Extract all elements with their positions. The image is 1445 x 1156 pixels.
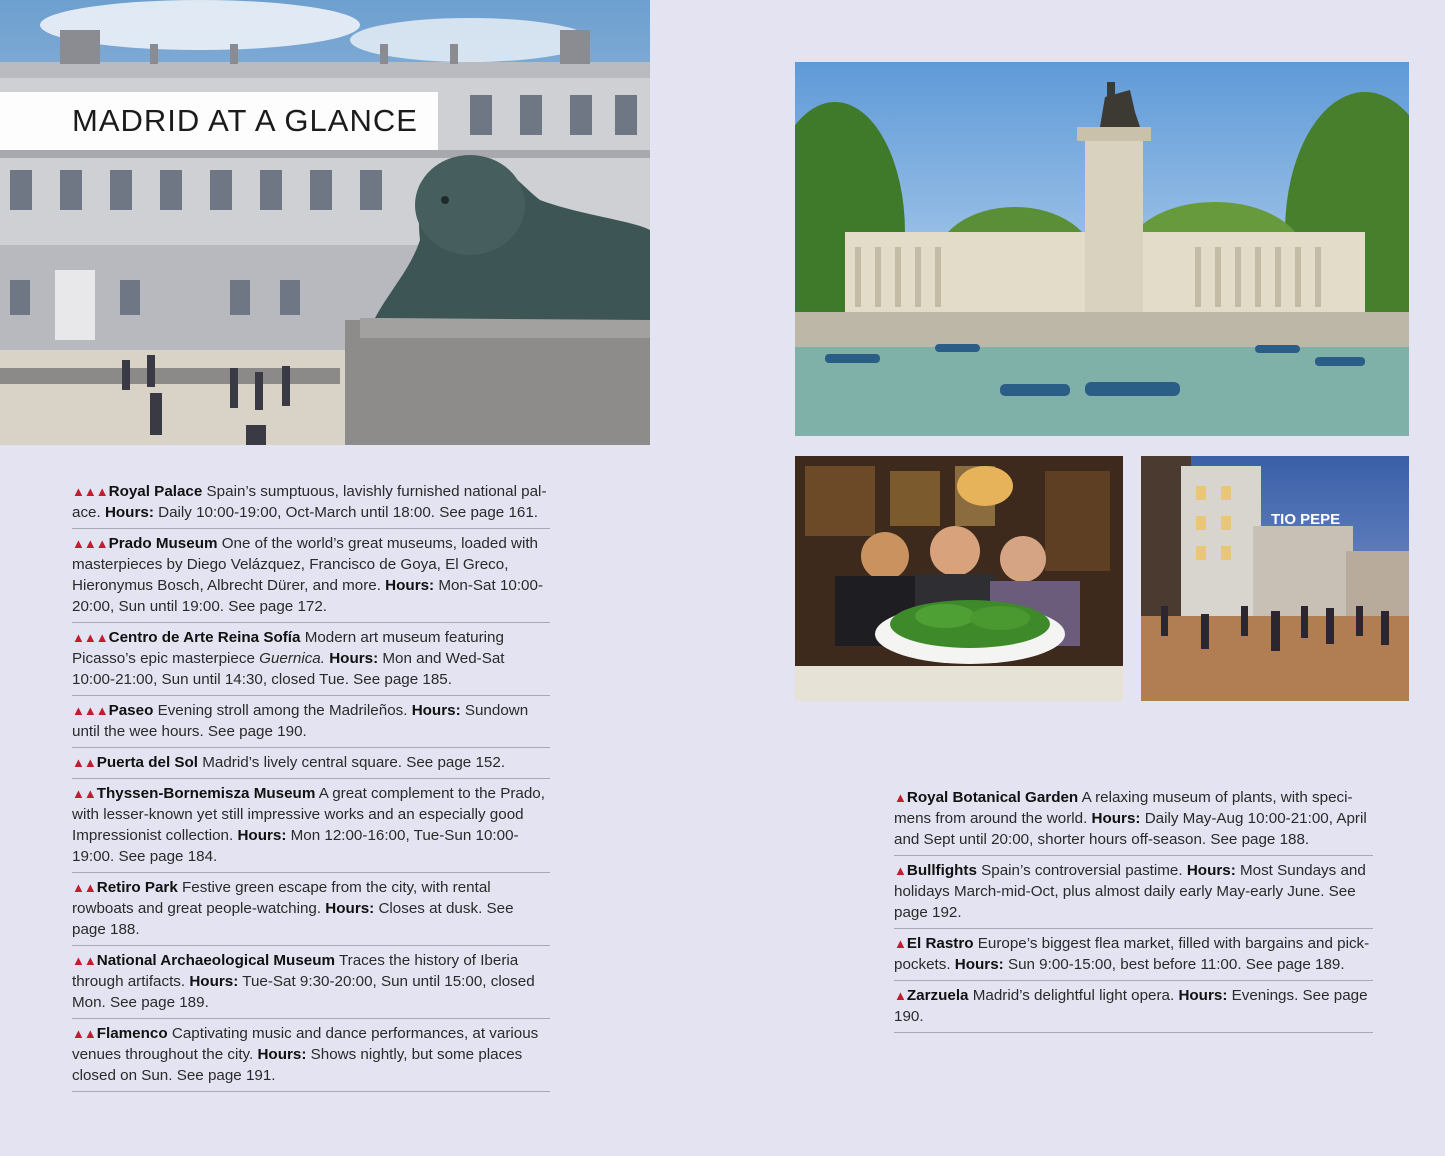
hours-label: Hours: bbox=[189, 973, 239, 990]
sight-entry-paseo bbox=[72, 696, 550, 748]
hours-text: Mon and Wed-Sat 10:00-21:00, Sun until 14:30, closed Tue. See page 185. bbox=[72, 650, 505, 688]
sight-description: Festive green escape from the city, with rental rowboats and great people-watching. bbox=[72, 879, 491, 917]
royal-palace-photo bbox=[0, 0, 650, 445]
hours-text: Sundown until the wee hours. See page 190. bbox=[72, 702, 529, 740]
sight-entry-el-rastro bbox=[894, 929, 1373, 981]
hours-label: Hours: bbox=[1186, 862, 1236, 879]
sight-name: Retiro Park bbox=[96, 879, 178, 896]
hours-text: Closes at dusk. See page 188. bbox=[72, 900, 514, 938]
rating-triangle-icon: ▲ bbox=[894, 863, 906, 878]
hours-label: Hours: bbox=[1178, 987, 1228, 1004]
artwork-title: Guernica. bbox=[259, 650, 325, 667]
sight-name: Zarzuela bbox=[906, 987, 969, 1004]
rating-triangles-icon: ▲▲▲ bbox=[72, 703, 108, 718]
rating-triangles-icon: ▲▲ bbox=[72, 755, 96, 770]
hours-label: Hours: bbox=[954, 956, 1004, 973]
sight-entry-flamenco bbox=[72, 1019, 550, 1092]
rating-triangles-icon: ▲▲▲ bbox=[72, 630, 108, 645]
hours-text: Mon 12:00-16:00, Tue-Sun 10:00-19:00. See page 184. bbox=[72, 827, 519, 865]
hours-label: Hours: bbox=[104, 504, 154, 521]
sight-description: Evening stroll among the Madrileños. bbox=[153, 702, 412, 719]
sight-entry-archaeological-museum bbox=[72, 946, 550, 1019]
hours-label: Hours: bbox=[325, 900, 375, 917]
sight-entry-bullfights bbox=[894, 856, 1373, 929]
retiro-park-photo bbox=[795, 62, 1409, 436]
sight-name: Paseo bbox=[108, 702, 154, 719]
hours-text: Daily May-Aug 10:00-21:00, April and Sept until 20:00, shorter hours off-season. See page 188. bbox=[894, 810, 1367, 848]
sight-entry-prado-museum bbox=[72, 529, 550, 623]
sight-name: Bullfights bbox=[906, 862, 977, 879]
rating-triangles-icon: ▲▲ bbox=[72, 953, 96, 968]
rating-triangle-icon: ▲ bbox=[894, 988, 906, 1003]
sight-description: Captivating music and dance performances, at various venues throughout the city. bbox=[72, 1025, 539, 1063]
left-sights-list bbox=[72, 481, 550, 1092]
sight-entry-reina-sofia bbox=[72, 623, 550, 696]
hours-label: Hours: bbox=[411, 702, 461, 719]
hours-text: Shows nightly, but some places closed on Sun. See page 191. bbox=[72, 1046, 523, 1084]
sight-entry-retiro-park bbox=[72, 873, 550, 946]
puerta-del-sol-photo bbox=[1141, 456, 1409, 701]
sight-name: Royal Botanical Garden bbox=[906, 789, 1079, 806]
hours-label: Hours: bbox=[237, 827, 287, 844]
sight-entry-botanical-garden bbox=[894, 787, 1373, 856]
rating-triangles-icon: ▲▲▲ bbox=[72, 536, 108, 551]
sight-name: Puerta del Sol bbox=[96, 754, 199, 771]
rating-triangles-icon: ▲▲ bbox=[72, 786, 96, 801]
hours-text: Daily 10:00-19:00, Oct-March until 18:00. See page 161. bbox=[153, 504, 539, 521]
sight-name: Thyssen-Bornemisza Museum bbox=[96, 785, 316, 802]
sight-entry-zarzuela bbox=[894, 981, 1373, 1033]
sight-name: Royal Palace bbox=[108, 483, 203, 500]
page-title: MADRID AT A GLANCE bbox=[72, 103, 418, 138]
hours-label: Hours: bbox=[1091, 810, 1141, 827]
sight-entry-puerta-del-sol bbox=[72, 748, 550, 779]
sight-name: Prado Museum bbox=[108, 535, 218, 552]
rating-triangle-icon: ▲ bbox=[894, 936, 906, 951]
rating-triangles-icon: ▲▲▲ bbox=[72, 484, 108, 499]
hours-text: Tue-Sat 9:30-20:00, Sun until 15:00, closed Mon. See page 189. bbox=[72, 973, 535, 1011]
hours-text: Most Sundays and holidays March-mid-Oct, plus almost daily early May-early June. See page 192. bbox=[894, 862, 1366, 921]
sight-entry-thyssen-bornemisza bbox=[72, 779, 550, 873]
sight-entry-royal-palace bbox=[72, 481, 550, 529]
sight-description: A great complement to the Prado, with lesser-known yet still impressive works and an especially good Impressionist collection. bbox=[72, 785, 545, 844]
hours-label: Hours: bbox=[257, 1046, 307, 1063]
sight-description: Spain’s sumptuous, lavishly furnished national palace. bbox=[72, 483, 547, 521]
hours-label: Hours: bbox=[324, 650, 379, 667]
sight-description: Modern art museum featuring Picasso’s epic masterpiece bbox=[72, 629, 504, 667]
tio-pepe-sign: TIO PEPE bbox=[1271, 511, 1341, 528]
sight-description: Madrid’s delightful light opera. bbox=[968, 987, 1179, 1004]
sight-name: Centro de Arte Reina Sofía bbox=[108, 629, 301, 646]
sight-description: One of the world’s great museums, loaded with masterpieces by Diego Velázquez, Francisco de Goya, El Greco, Hieronymus Bosch, Albrecht Dürer, and more. bbox=[72, 535, 538, 594]
sight-description: Europe’s biggest flea market, filled with bargains and pickpockets. bbox=[894, 935, 1370, 973]
sight-name: National Archaeological Museum bbox=[96, 952, 336, 969]
tapas-bar-photo bbox=[795, 456, 1123, 701]
hours-text: Evenings. See page 190. bbox=[894, 987, 1368, 1025]
rating-triangle-icon: ▲ bbox=[894, 790, 906, 805]
sight-description: A relaxing museum of plants, with specimens from around the world. bbox=[894, 789, 1353, 827]
hours-text: Sun 9:00-15:00, best before 11:00. See page 189. bbox=[1003, 956, 1345, 973]
sight-description: Traces the history of Iberia through artifacts. bbox=[72, 952, 519, 990]
page-title-box bbox=[0, 92, 438, 150]
sight-description: Spain’s controversial pastime. bbox=[976, 862, 1187, 879]
rating-triangles-icon: ▲▲ bbox=[72, 880, 96, 895]
hours-text: Mon-Sat 10:00-20:00, Sun until 19:00. See page 172. bbox=[72, 577, 544, 615]
sight-description: Madrid’s lively central square. See page 152. bbox=[198, 754, 506, 771]
right-sights-list bbox=[894, 787, 1373, 1033]
sight-name: Flamenco bbox=[96, 1025, 168, 1042]
rating-triangles-icon: ▲▲ bbox=[72, 1026, 96, 1041]
hours-label: Hours: bbox=[385, 577, 435, 594]
sight-name: El Rastro bbox=[906, 935, 974, 952]
